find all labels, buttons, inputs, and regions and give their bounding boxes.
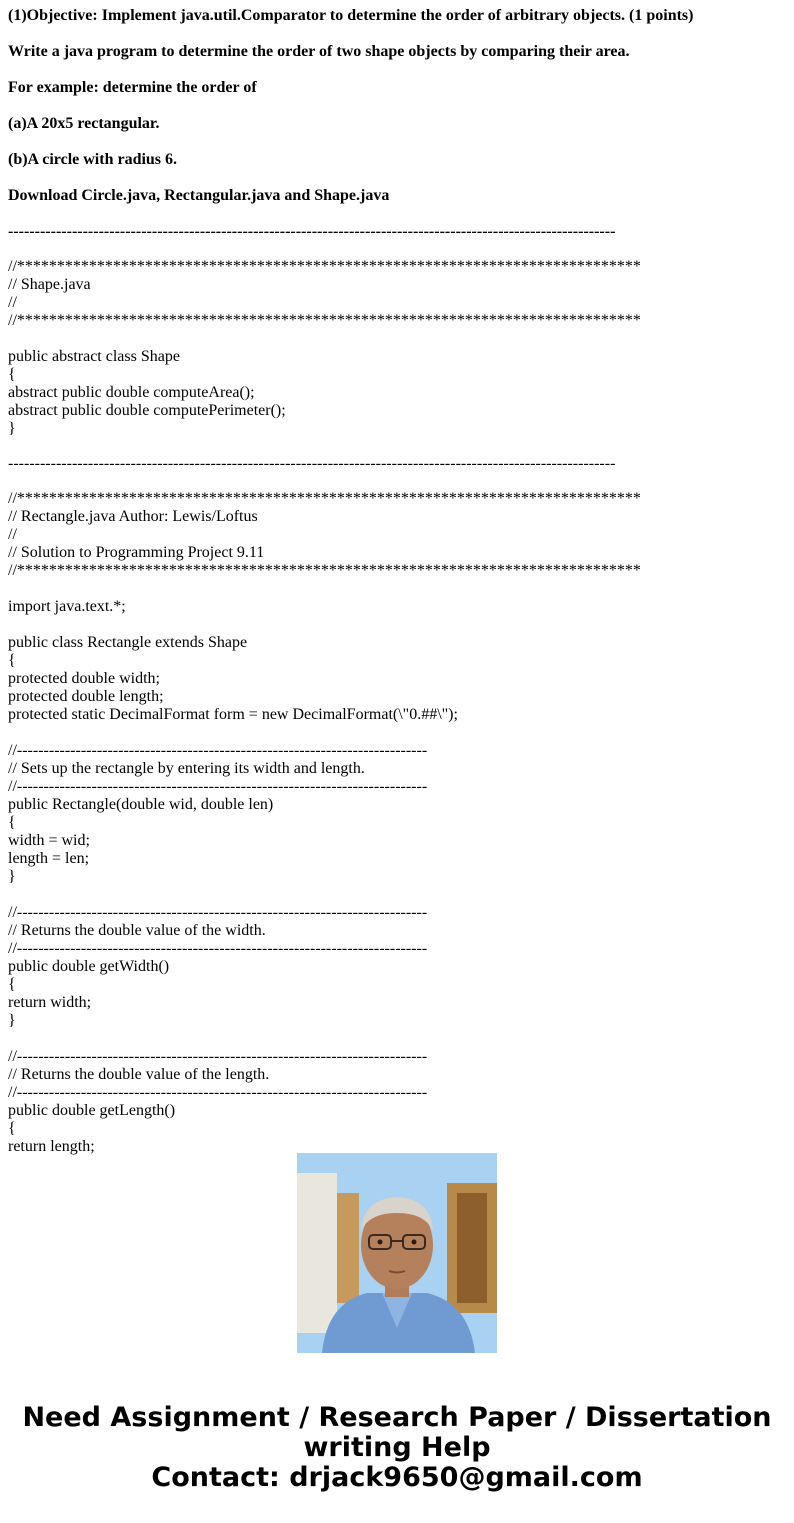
example-intro-text: For example: determine the order of: [8, 79, 257, 96]
code-line: //-----------------------------------------------------------------------------: [8, 1048, 428, 1065]
code-line: public Rectangle(double wid, double len): [8, 796, 274, 813]
code-line: // Rectangle.java Author: Lewis/Loftus: [8, 508, 258, 525]
code-line: protected double length;: [8, 688, 164, 705]
code-line: return width;: [8, 994, 92, 1011]
code-line: protected static DecimalFormat form = new DecimalFormat(\"0.##\");: [8, 706, 458, 723]
code-line: [8, 724, 788, 742]
code-line: abstract public double computeArea();: [8, 384, 255, 401]
code-line: {: [8, 976, 16, 993]
code-line: //-----------------------------------------------------------------------------: [8, 1084, 428, 1101]
document-content: [8, 6, 788, 1155]
code-line: //******************************************************************************: [8, 490, 641, 507]
code-line: // Shape.java: [8, 276, 91, 293]
item-b-text: (b)A circle with radius 6.: [8, 151, 178, 168]
code-line: //-----------------------------------------------------------------------------: [8, 742, 428, 759]
code-line: length = len;: [8, 850, 90, 867]
code-line: // Returns the double value of the length.: [8, 1066, 270, 1083]
code-line: {: [8, 366, 16, 383]
code-line: //-----------------------------------------------------------------------------: [8, 778, 428, 795]
code-line: [8, 330, 788, 348]
code-line: [8, 886, 788, 904]
divider-top: ------------------------------------------------------------------------------------------------------------------: [8, 223, 616, 240]
code-line: public double getLength(): [8, 1102, 176, 1119]
code-line: {: [8, 1120, 16, 1137]
code-line: //******************************************************************************: [8, 258, 641, 275]
code-line: [8, 1030, 788, 1048]
author-avatar: [297, 1153, 497, 1353]
code-line: //******************************************************************************: [8, 562, 641, 579]
code-line: protected double width;: [8, 670, 160, 687]
code-line: public class Rectangle extends Shape: [8, 634, 248, 651]
code-line: }: [8, 868, 16, 885]
item-a-text: (a)A 20x5 rectangular.: [8, 115, 160, 132]
promo-line-2: writing Help: [303, 1432, 491, 1463]
promo-line-1: Need Assignment / Research Paper / Dissertation: [22, 1402, 772, 1433]
shape-code-block: [8, 258, 788, 438]
download-text: Download Circle.java, Rectangular.java and Shape.java: [8, 187, 390, 204]
code-line: //: [8, 526, 17, 543]
rectangle-code-block: [8, 490, 788, 1156]
instruction-text: Write a java program to determine the order of two shape objects by comparing their area.: [8, 43, 630, 60]
code-line: abstract public double computePerimeter();: [8, 402, 286, 419]
code-line: [8, 616, 788, 634]
code-line: {: [8, 814, 16, 831]
code-line: }: [8, 420, 16, 437]
objective-text: (1)Objective: Implement java.util.Comparator to determine the order of arbitrary objects. (1 points): [8, 7, 694, 24]
code-line: width = wid;: [8, 832, 90, 849]
code-line: // Solution to Programming Project 9.11: [8, 544, 265, 561]
code-line: public double getWidth(): [8, 958, 170, 975]
code-line: return length;: [8, 1138, 95, 1155]
promo-banner: [0, 1403, 794, 1493]
divider-mid: ------------------------------------------------------------------------------------------------------------------: [8, 455, 616, 472]
code-line: {: [8, 652, 16, 669]
code-line: //-----------------------------------------------------------------------------: [8, 940, 428, 957]
avatar-photo-icon: [297, 1153, 497, 1353]
code-line: // Returns the double value of the width.: [8, 922, 266, 939]
code-line: //: [8, 294, 17, 311]
code-line: [8, 580, 788, 598]
code-line: //******************************************************************************: [8, 312, 641, 329]
code-line: }: [8, 1012, 16, 1029]
code-line: import java.text.*;: [8, 598, 126, 615]
promo-line-3: Contact: drjack9650@gmail.com: [151, 1462, 643, 1493]
code-line: // Sets up the rectangle by entering its width and length.: [8, 760, 365, 777]
code-line: public abstract class Shape: [8, 348, 180, 365]
code-line: //-----------------------------------------------------------------------------: [8, 904, 428, 921]
